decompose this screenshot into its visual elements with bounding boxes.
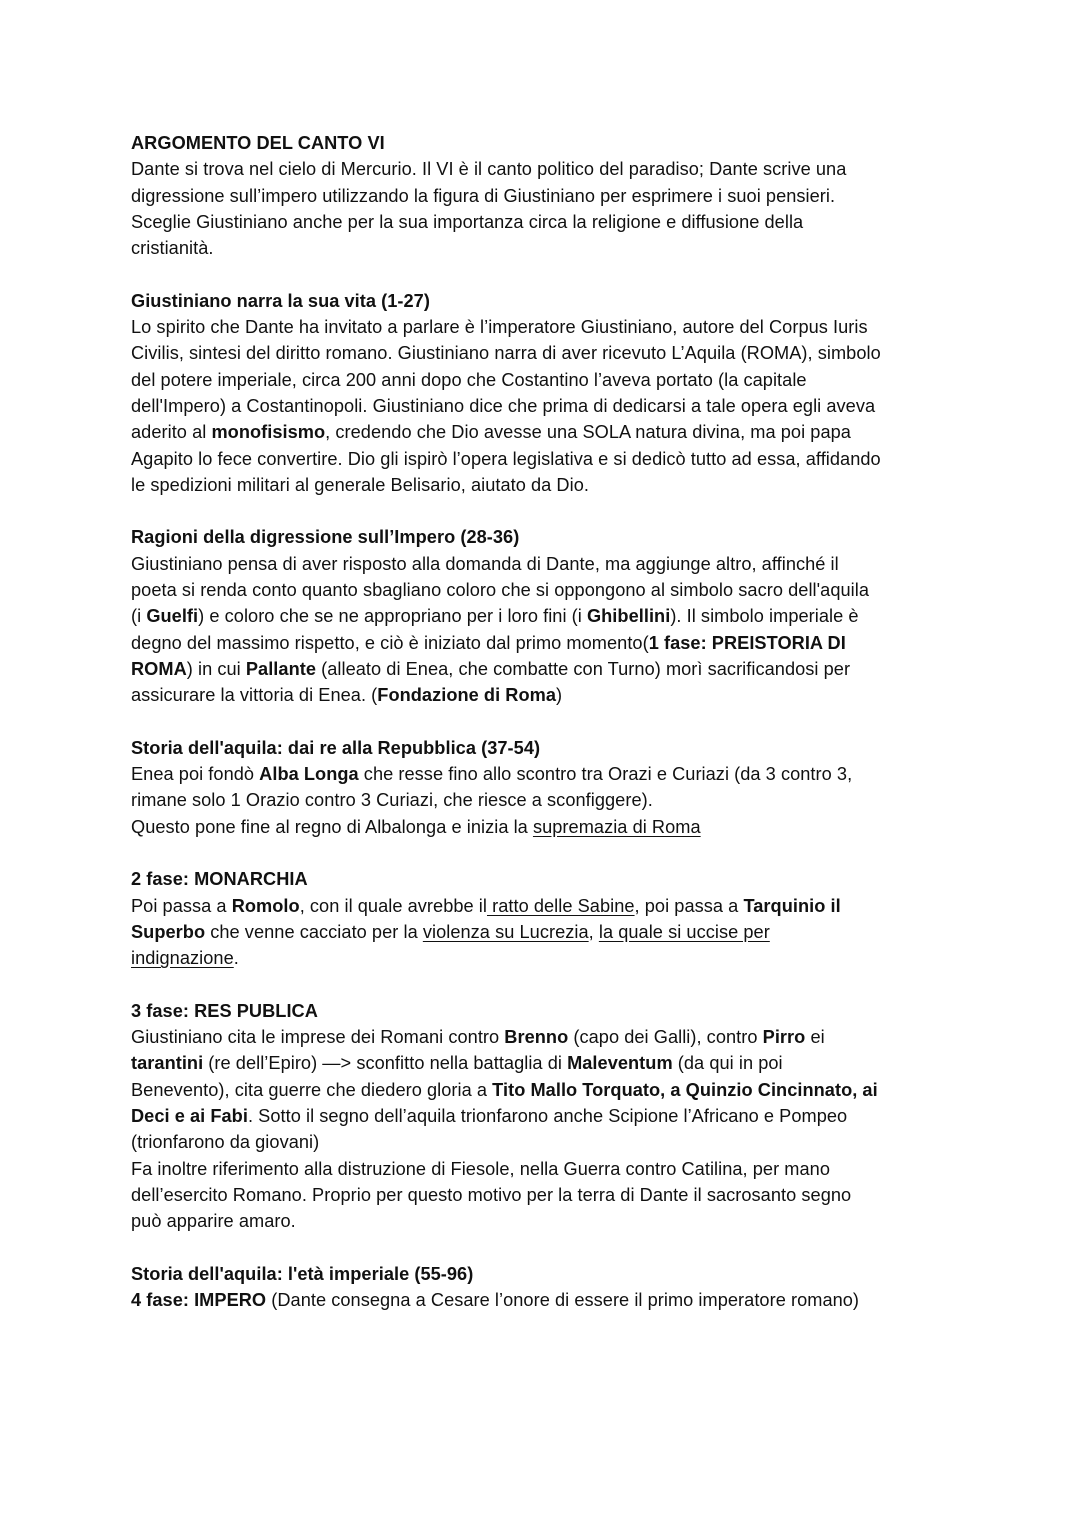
text-line	[131, 235, 961, 261]
text-line	[131, 919, 961, 945]
bold-text: Maleventum	[567, 1053, 673, 1074]
bold-text: Superbo	[131, 921, 206, 942]
text-line	[131, 945, 961, 971]
text-run: )	[556, 685, 563, 706]
bold-text: Guelfi	[146, 606, 199, 627]
text-line	[131, 209, 961, 235]
section	[131, 288, 961, 498]
text-line	[131, 1050, 961, 1076]
text-line	[131, 1156, 961, 1182]
text-run: , poi passa a	[634, 895, 744, 916]
text-run: , credendo che Dio avesse una SOLA natura divina, ma poi papa	[325, 422, 851, 443]
bold-text: Alba Longa	[259, 764, 359, 785]
text-run: Lo spirito che Dante ha invitato a parlare è l’imperatore Giustiniano, autore del Corpus Iuris	[131, 317, 868, 338]
underlined-text: supremazia di Roma	[532, 816, 701, 837]
text-run: , con il quale avrebbe il	[299, 895, 487, 916]
section	[131, 130, 961, 261]
bold-text: Tarquinio il	[743, 895, 841, 916]
text-line	[131, 1129, 961, 1155]
bold-text: ROMA	[131, 658, 187, 679]
text-run: (i	[131, 606, 147, 627]
text-line	[131, 1077, 961, 1103]
text-run: Enea poi fondò	[131, 764, 260, 785]
text-run: dell’esercito Romano. Proprio per questo motivo per la terra di Dante il sacrosanto segno	[131, 1184, 852, 1205]
underlined-text: indignazione	[131, 948, 234, 969]
text-run: che venne cacciato per la	[205, 921, 423, 942]
text-run: ) e coloro che se ne appropriano per i loro fini (i	[198, 606, 587, 627]
text-line	[131, 814, 961, 840]
text-run: ,	[588, 921, 599, 942]
text-line	[131, 393, 961, 419]
bold-text: tarantini	[131, 1053, 204, 1074]
text-run: del potere imperiale, circa 200 anni dopo che Costantino l’aveva portato (la capitale	[131, 369, 807, 390]
text-run: Agapito lo fece convertire. Dio gli ispirò l’opera legislativa e si dedicò tutto ad essa, affidando	[131, 448, 881, 469]
text-line	[131, 472, 961, 498]
text-line	[131, 787, 961, 813]
text-line	[131, 1208, 961, 1234]
bold-text: Tito Mallo Torquato, a Quinzio Cincinnato, ai	[492, 1079, 878, 1100]
text-run: Questo pone fine al regno di Albalonga e inizia la	[131, 816, 533, 837]
text-line	[131, 1103, 961, 1129]
text-run: assicurare la vittoria di Enea. (	[131, 685, 378, 706]
bold-text: Brenno	[504, 1027, 569, 1048]
text-run: rimane solo 1 Orazio contro 3 Curiazi, che riesce a sconfiggere).	[131, 790, 653, 811]
bold-text: Ghibellini	[586, 606, 671, 627]
bold-text: 4 fase: IMPERO	[131, 1290, 267, 1311]
text-line	[131, 367, 961, 393]
section	[131, 866, 961, 971]
text-line	[131, 656, 961, 682]
text-run: Benevento), cita guerre che diedero gloria a	[131, 1079, 493, 1100]
text-run: degno del massimo rispetto, e ciò è iniziato dal primo momento(	[131, 632, 649, 653]
text-line	[131, 893, 961, 919]
text-run: le spedizioni militari al generale Belisario, aiutato da Dio.	[131, 474, 589, 495]
text-run: (capo dei Galli), contro	[568, 1027, 763, 1048]
underlined-text: violenza su Lucrezia	[422, 921, 589, 942]
text-line	[131, 183, 961, 209]
section-heading: Storia dell'aquila: l'età imperiale (55-96)	[131, 1263, 474, 1284]
text-run: aderito al	[131, 422, 212, 443]
section-heading: Storia dell'aquila: dai re alla Repubblica (37-54)	[131, 737, 541, 758]
text-run: Poi passa a	[131, 895, 232, 916]
text-run: ). Il simbolo imperiale è	[670, 606, 859, 627]
text-run: cristianità.	[131, 238, 214, 259]
text-line	[131, 340, 961, 366]
bold-text: Romolo	[231, 895, 300, 916]
section	[131, 998, 961, 1235]
section	[131, 1261, 961, 1314]
text-run: Giustiniano cita le imprese dei Romani contro	[131, 1027, 505, 1048]
text-line	[131, 761, 961, 787]
text-run: Sceglie Giustiniano anche per la sua importanza circa la religione e diffusione della	[131, 211, 804, 232]
text-run: (Dante consegna a Cesare l’onore di essere il primo imperatore romano)	[266, 1290, 860, 1311]
text-line	[131, 419, 961, 445]
text-run: (da qui in poi	[672, 1053, 783, 1074]
text-run: (re dell’Epiro) —> sconfitto nella battaglia di	[203, 1053, 568, 1074]
section	[131, 524, 961, 708]
text-run: Civilis, sintesi del diritto romano. Giustiniano narra di aver ricevuto L’Aquila (ROMA), simbolo	[131, 343, 881, 364]
text-run: digressione sull’impero utilizzando la figura di Giustiniano per esprimere i suoi pensieri.	[131, 185, 836, 206]
text-run: Giustiniano pensa di aver risposto alla domanda di Dante, ma aggiunge altro, affinché il	[131, 553, 839, 574]
text-line	[131, 577, 961, 603]
text-line	[131, 603, 961, 629]
text-run: ei	[805, 1027, 825, 1048]
bold-text: Pallante	[245, 658, 317, 679]
text-run: (trionfarono da giovani)	[131, 1132, 320, 1153]
text-run: (alleato di Enea, che combatte con Turno) morì sacrificandosi per	[316, 658, 851, 679]
text-line	[131, 1024, 961, 1050]
bold-text: Pirro	[762, 1027, 806, 1048]
text-line	[131, 1182, 961, 1208]
text-run: ) in cui	[186, 658, 246, 679]
text-line	[131, 446, 961, 472]
section-heading: 2 fase: MONARCHIA	[131, 869, 308, 890]
text-run: che resse fino allo scontro tra Orazi e Curiazi (da 3 contro 3,	[358, 764, 853, 785]
text-run: può apparire amaro.	[131, 1211, 296, 1232]
section-heading: 3 fase: RES PUBLICA	[131, 1000, 318, 1021]
text-run: poeta si renda conto quanto sbagliano coloro che si oppongono al simbolo sacro dell'aquila	[131, 580, 869, 601]
section-heading: Ragioni della digressione sull’Impero (28-36)	[131, 527, 520, 548]
section	[131, 735, 961, 840]
text-run: Dante si trova nel cielo di Mercurio. Il VI è il canto politico del paradiso; Dante scrive una	[131, 159, 847, 180]
text-line	[131, 314, 961, 340]
text-run: dell'Impero) a Costantinopoli. Giustiniano dice che prima di dedicarsi a tale opera egli aveva	[131, 395, 876, 416]
text-line	[131, 156, 961, 182]
bold-text: Fondazione di Roma	[377, 685, 557, 706]
bold-text: monofisismo	[211, 422, 326, 443]
text-line	[131, 1287, 961, 1313]
document-page	[131, 130, 961, 1313]
underlined-text: la quale si uccise per	[598, 921, 770, 942]
text-line	[131, 682, 961, 708]
text-line	[131, 630, 961, 656]
bold-text: 1 fase: PREISTORIA DI	[648, 632, 846, 653]
text-line	[131, 551, 961, 577]
section-heading: Giustiniano narra la sua vita (1-27)	[131, 290, 430, 311]
section-heading: ARGOMENTO DEL CANTO VI	[131, 133, 385, 153]
bold-text: Deci e ai Fabi	[131, 1105, 248, 1126]
text-run: Fa inoltre riferimento alla distruzione di Fiesole, nella Guerra contro Catilina, per mano	[131, 1158, 830, 1179]
text-run: . Sotto il segno dell’aquila trionfarono anche Scipione l’Africano e Pompeo	[247, 1105, 848, 1126]
text-run: .	[233, 948, 239, 969]
underlined-text: ratto delle Sabine	[486, 895, 635, 916]
